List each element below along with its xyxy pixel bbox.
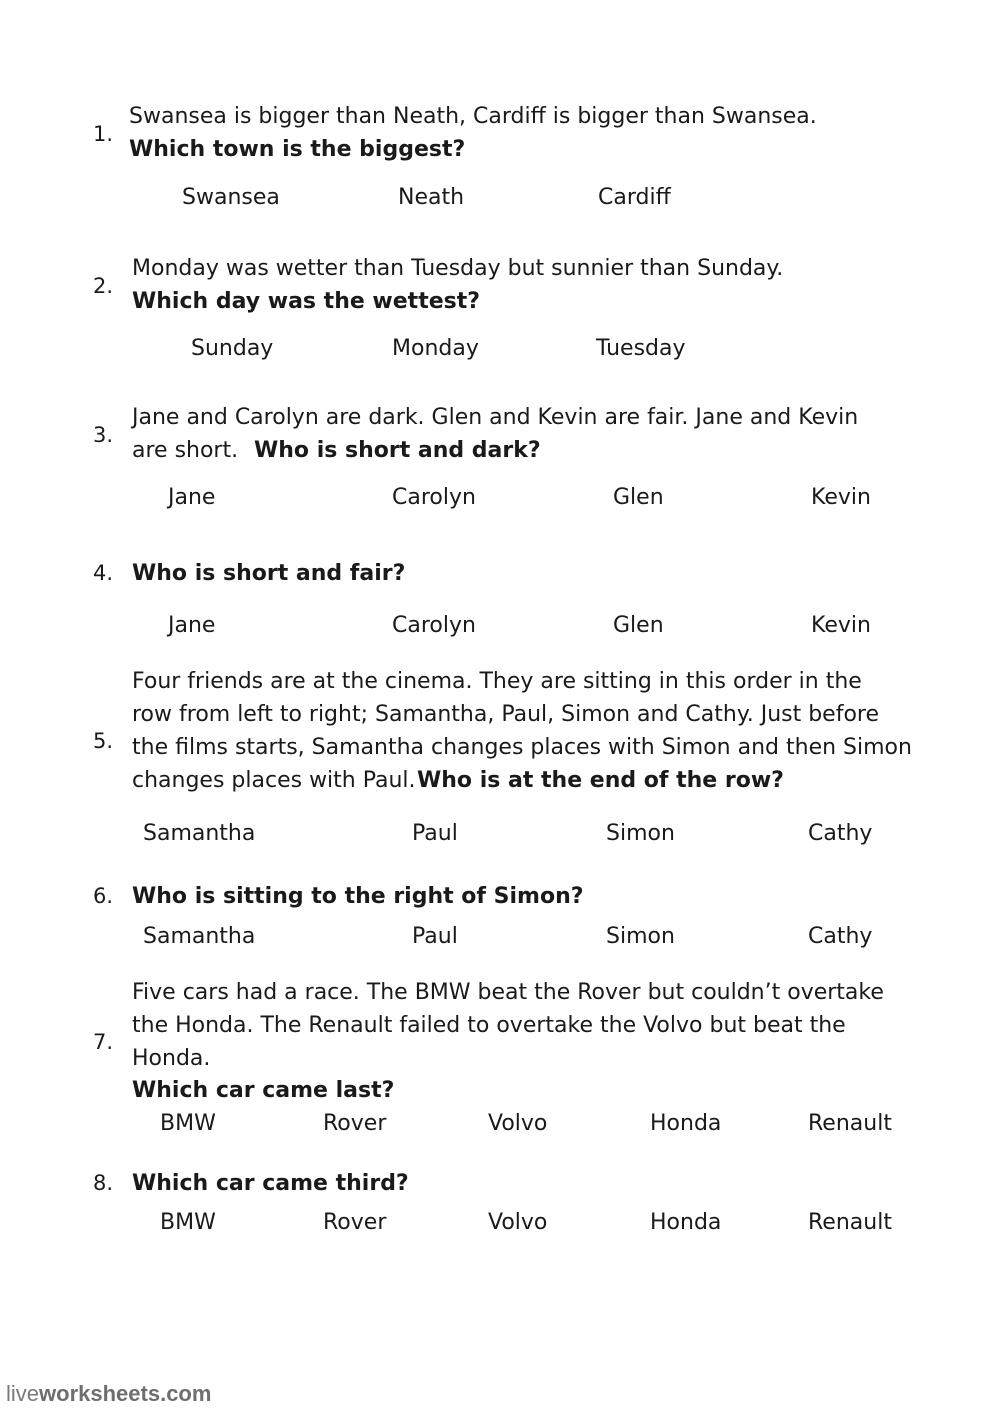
question-prompt: Who is at the end of the row? bbox=[417, 768, 784, 793]
question-number: 4. bbox=[93, 561, 114, 585]
question-number: 3. bbox=[93, 423, 114, 447]
question-number: 7. bbox=[93, 1030, 114, 1054]
answer-option[interactable]: Volvo bbox=[488, 1210, 548, 1235]
logo-tld-text: .com bbox=[160, 1381, 212, 1406]
question-text: Jane and Carolyn are dark. Glen and Kevin are fair. Jane and Kevin bbox=[132, 405, 859, 430]
question-text: Honda. bbox=[132, 1046, 211, 1071]
answer-option[interactable]: Swansea bbox=[182, 185, 280, 210]
question-text: the films starts, Samantha changes places with Simon and then Simon bbox=[132, 735, 912, 760]
answer-option[interactable]: Simon bbox=[606, 821, 675, 846]
answer-option[interactable]: Rover bbox=[323, 1111, 387, 1136]
question-text: the Honda. The Renault failed to overtake the Volvo but beat the bbox=[132, 1013, 846, 1038]
answer-option[interactable]: Neath bbox=[398, 185, 465, 210]
question-number: 5. bbox=[93, 729, 114, 753]
question-text: Monday was wetter than Tuesday but sunnier than Sunday. bbox=[132, 256, 784, 281]
answer-option[interactable]: Carolyn bbox=[392, 485, 476, 510]
question-prompt: Who is sitting to the right of Simon? bbox=[132, 884, 584, 909]
question-prompt: Who is short and fair? bbox=[132, 561, 406, 586]
answer-option[interactable]: Renault bbox=[808, 1210, 892, 1235]
question-text: Swansea is bigger than Neath, Cardiff is bigger than Swansea. bbox=[129, 104, 817, 129]
answer-option[interactable]: Samantha bbox=[143, 924, 256, 949]
question-number: 1. bbox=[93, 122, 114, 146]
question-prompt: Which car came third? bbox=[132, 1171, 409, 1196]
answer-option[interactable]: Monday bbox=[392, 336, 479, 361]
answer-option[interactable]: Kevin bbox=[811, 485, 871, 510]
answer-option[interactable]: Rover bbox=[323, 1210, 387, 1235]
question-number: 6. bbox=[93, 884, 114, 908]
question-prompt: Who is short and dark? bbox=[254, 438, 541, 463]
answer-option[interactable]: Carolyn bbox=[392, 613, 476, 638]
answer-option[interactable]: Kevin bbox=[811, 613, 871, 638]
logo-light-text: live bbox=[6, 1381, 40, 1406]
question-prompt: Which car came last? bbox=[132, 1078, 395, 1103]
answer-option[interactable]: Cardiff bbox=[598, 185, 671, 210]
answer-option[interactable]: Tuesday bbox=[596, 336, 686, 361]
answer-option[interactable]: Honda bbox=[650, 1111, 722, 1136]
question-text: row from left to right; Samantha, Paul, Simon and Cathy. Just before bbox=[132, 702, 880, 727]
answer-option[interactable]: Sunday bbox=[191, 336, 274, 361]
question-text: are short. bbox=[132, 438, 239, 463]
question-text: changes places with Paul. bbox=[132, 768, 416, 793]
answer-option[interactable]: Jane bbox=[168, 485, 216, 510]
answer-option[interactable]: Cathy bbox=[808, 821, 873, 846]
answer-option[interactable]: BMW bbox=[160, 1111, 216, 1136]
liveworksheets-logo bbox=[6, 1383, 211, 1405]
answer-option[interactable]: Honda bbox=[650, 1210, 722, 1235]
answer-option[interactable]: Paul bbox=[412, 821, 458, 846]
answer-option[interactable]: Cathy bbox=[808, 924, 873, 949]
question-prompt: Which day was the wettest? bbox=[132, 289, 481, 314]
answer-option[interactable]: Glen bbox=[613, 485, 664, 510]
answer-option[interactable]: Simon bbox=[606, 924, 675, 949]
question-number: 2. bbox=[93, 274, 114, 298]
answer-option[interactable]: BMW bbox=[160, 1210, 216, 1235]
answer-option[interactable]: Volvo bbox=[488, 1111, 548, 1136]
answer-option[interactable]: Paul bbox=[412, 924, 458, 949]
logo-bold-text: worksheets bbox=[39, 1381, 161, 1406]
answer-option[interactable]: Glen bbox=[613, 613, 664, 638]
question-prompt: Which town is the biggest? bbox=[129, 137, 466, 162]
question-text: Four friends are at the cinema. They are sitting in this order in the bbox=[132, 669, 862, 694]
answer-option[interactable]: Samantha bbox=[143, 821, 256, 846]
answer-option[interactable]: Jane bbox=[168, 613, 216, 638]
answer-option[interactable]: Renault bbox=[808, 1111, 892, 1136]
question-text: Five cars had a race. The BMW beat the Rover but couldn’t overtake bbox=[132, 980, 884, 1005]
question-number: 8. bbox=[93, 1171, 114, 1195]
